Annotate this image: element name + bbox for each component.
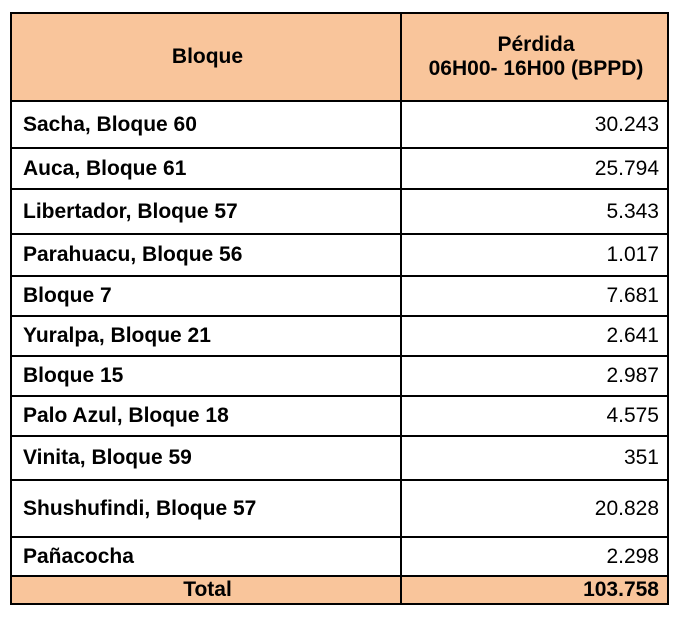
table-row	[11, 101, 668, 148]
row-name: Vinita, Bloque 59	[11, 436, 401, 480]
table-row	[11, 356, 668, 396]
row-name: Shushufindi, Bloque 57	[11, 480, 401, 537]
row-value: 2.298	[401, 537, 668, 576]
row-value: 2.987	[401, 356, 668, 396]
table-row	[11, 537, 668, 576]
table-row	[11, 316, 668, 356]
table-row	[11, 480, 668, 537]
row-name: Auca, Bloque 61	[11, 148, 401, 189]
row-name: Bloque 15	[11, 356, 401, 396]
table-row	[11, 396, 668, 436]
header-perdida	[401, 13, 668, 101]
table-row	[11, 189, 668, 234]
table-row	[11, 148, 668, 189]
row-name: Libertador, Bloque 57	[11, 189, 401, 234]
production-loss-table	[10, 12, 669, 605]
header-bloque: Bloque	[11, 13, 401, 101]
row-name: Pañacocha	[11, 537, 401, 576]
header-row	[11, 13, 668, 101]
total-value: 103.758	[401, 576, 668, 604]
header-perdida-period: 06H00- 16H00 (BPPD)	[428, 57, 644, 80]
row-name: Yuralpa, Bloque 21	[11, 316, 401, 356]
row-value: 1.017	[401, 234, 668, 276]
row-name: Sacha, Bloque 60	[11, 101, 401, 148]
row-value: 351	[401, 436, 668, 480]
row-name: Bloque 7	[11, 276, 401, 316]
row-value: 30.243	[401, 101, 668, 148]
row-name: Parahuacu, Bloque 56	[11, 234, 401, 276]
table-row	[11, 436, 668, 480]
header-perdida-title: Pérdida	[497, 33, 575, 56]
table-row	[11, 234, 668, 276]
table-row	[11, 276, 668, 316]
row-value: 5.343	[401, 189, 668, 234]
row-name: Palo Azul, Bloque 18	[11, 396, 401, 436]
row-value: 4.575	[401, 396, 668, 436]
total-label: Total	[11, 576, 401, 604]
row-value: 25.794	[401, 148, 668, 189]
total-row	[11, 576, 668, 604]
row-value: 2.641	[401, 316, 668, 356]
row-value: 20.828	[401, 480, 668, 537]
row-value: 7.681	[401, 276, 668, 316]
